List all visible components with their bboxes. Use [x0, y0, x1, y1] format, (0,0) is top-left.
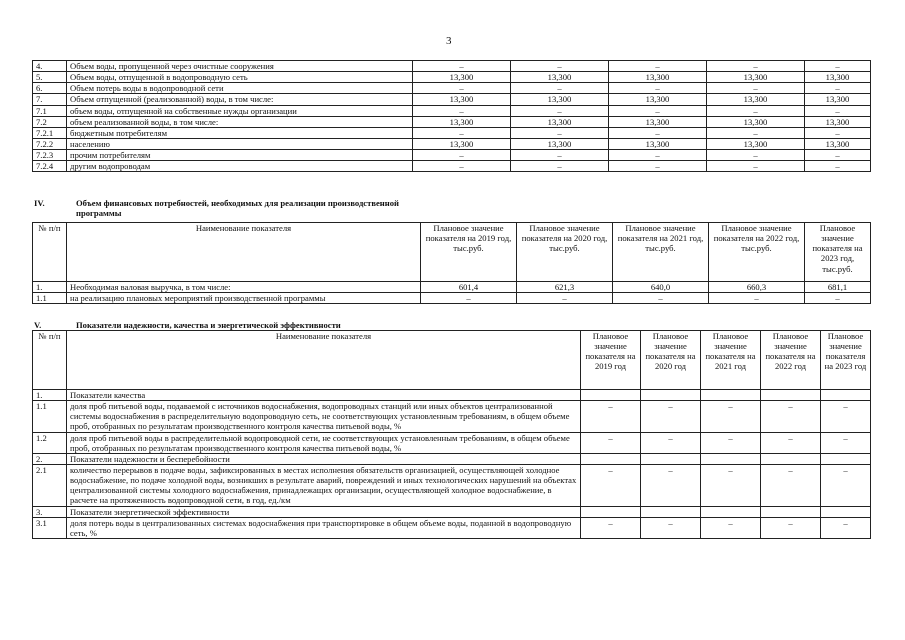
row-value: – [511, 105, 609, 116]
row-value: – [413, 105, 511, 116]
row-value: – [609, 105, 707, 116]
table-row [33, 72, 871, 83]
row-name: Объем отпущенной (реализованной) воды, в том числе: [67, 94, 413, 105]
row-value-empty [821, 506, 871, 517]
row-value: – [805, 127, 871, 138]
row-value: – [613, 293, 709, 304]
header-2022: Плановое значение показателя на 2022 год [761, 331, 821, 390]
table-row [33, 94, 871, 105]
row-number: 2.1 [33, 464, 67, 506]
table-row [33, 127, 871, 138]
row-value: – [707, 105, 805, 116]
row-number: 6. [33, 83, 67, 94]
row-value: – [701, 432, 761, 453]
row-value: – [517, 293, 613, 304]
row-number: 3. [33, 506, 67, 517]
row-value: 13,300 [707, 116, 805, 127]
row-number: 1.2 [33, 432, 67, 453]
row-name: населению [67, 138, 413, 149]
row-value: – [511, 150, 609, 161]
row-name: другим водопроводам [67, 161, 413, 172]
row-value: – [707, 83, 805, 94]
table-row [33, 105, 871, 116]
row-value: – [413, 150, 511, 161]
row-value: – [609, 127, 707, 138]
row-value: – [413, 127, 511, 138]
row-value: – [805, 105, 871, 116]
row-value: – [707, 161, 805, 172]
row-value: – [805, 293, 871, 304]
header-name: Наименование показателя [67, 331, 581, 390]
row-value: 13,300 [609, 94, 707, 105]
row-value: – [581, 464, 641, 506]
row-number: 7.2.4 [33, 161, 67, 172]
water-volume-table [32, 60, 871, 172]
row-value: – [707, 150, 805, 161]
row-value: 13,300 [805, 72, 871, 83]
row-value: – [413, 83, 511, 94]
row-value-empty [581, 390, 641, 401]
row-number: 7.2 [33, 116, 67, 127]
row-value: – [805, 83, 871, 94]
financial-needs-table [32, 222, 871, 304]
row-value: 13,300 [805, 138, 871, 149]
row-value: 13,300 [511, 94, 609, 105]
row-value: – [821, 464, 871, 506]
table-row [33, 517, 871, 538]
row-value: – [707, 61, 805, 72]
header-name: Наименование показателя [67, 223, 421, 282]
row-value: – [511, 161, 609, 172]
row-value: – [701, 464, 761, 506]
header-num: № п/п [33, 223, 67, 282]
row-name: на реализацию плановых мероприятий производственной программы [67, 293, 421, 304]
row-value: 13,300 [413, 72, 511, 83]
table-row [33, 293, 871, 304]
row-value: – [511, 127, 609, 138]
row-name: прочим потребителям [67, 150, 413, 161]
row-value: 621,3 [517, 282, 613, 293]
row-value: – [761, 432, 821, 453]
row-value: – [709, 293, 805, 304]
row-value: 13,300 [511, 138, 609, 149]
row-value: 13,300 [707, 72, 805, 83]
row-value: – [805, 150, 871, 161]
table-row [33, 282, 871, 293]
row-value: – [581, 432, 641, 453]
row-value: 13,300 [805, 116, 871, 127]
reliability-indicators-table [32, 330, 871, 539]
row-value-empty [581, 453, 641, 464]
row-number: 7.1 [33, 105, 67, 116]
row-value-empty [821, 390, 871, 401]
row-name: доля потерь воды в централизованных системах водоснабжения при транспортировке в общем объеме воды, поданной в водопроводную сеть, % [67, 517, 581, 538]
row-number: 7. [33, 94, 67, 105]
row-number: 3.1 [33, 517, 67, 538]
row-group-title: Показатели энергетической эффективности [67, 506, 581, 517]
row-value: – [511, 61, 609, 72]
row-value: 13,300 [609, 138, 707, 149]
row-number: 7.2.3 [33, 150, 67, 161]
row-value: – [609, 61, 707, 72]
row-value-empty [761, 390, 821, 401]
table-row [33, 83, 871, 94]
table-header-row [33, 331, 871, 390]
row-value: – [581, 517, 641, 538]
row-number: 1. [33, 390, 67, 401]
row-value-empty [641, 390, 701, 401]
row-value: – [761, 401, 821, 432]
header-num: № п/п [33, 331, 67, 390]
row-value: 660,3 [709, 282, 805, 293]
row-value: 13,300 [609, 116, 707, 127]
section-5-title-text: Показатели надежности, качества и энергетической эффективности [76, 320, 341, 330]
row-value-empty [701, 390, 761, 401]
row-value: – [413, 161, 511, 172]
table-row [33, 138, 871, 149]
table-header-row [33, 223, 871, 282]
row-name: Объем воды, отпущенной в водопроводную сеть [67, 72, 413, 83]
row-number: 5. [33, 72, 67, 83]
row-group-title: Показатели качества [67, 390, 581, 401]
header-2023: Плановое значение показателя на 2023 год, тыс.руб. [805, 223, 871, 282]
row-value: – [511, 83, 609, 94]
row-value: 13,300 [707, 94, 805, 105]
row-number: 1.1 [33, 401, 67, 432]
row-value: – [821, 401, 871, 432]
section-4-title-line2: программы [76, 208, 122, 219]
row-number: 7.2.1 [33, 127, 67, 138]
row-value: – [805, 161, 871, 172]
header-2023: Плановое значение показателя на 2023 год [821, 331, 871, 390]
row-value: – [641, 401, 701, 432]
row-value: 13,300 [707, 138, 805, 149]
row-number: 1.1 [33, 293, 67, 304]
header-2020: Плановое значение показателя на 2020 год [641, 331, 701, 390]
row-value: – [821, 517, 871, 538]
row-number: 1. [33, 282, 67, 293]
row-value: – [761, 464, 821, 506]
row-value: – [413, 61, 511, 72]
row-value-empty [641, 453, 701, 464]
row-value: 13,300 [413, 116, 511, 127]
row-value: 13,300 [511, 72, 609, 83]
row-value: 13,300 [413, 94, 511, 105]
table-row [33, 61, 871, 72]
row-value: 13,300 [805, 94, 871, 105]
table-row [33, 390, 871, 401]
row-value-empty [821, 453, 871, 464]
row-value-empty [701, 506, 761, 517]
table-row [33, 432, 871, 453]
row-value: – [609, 150, 707, 161]
row-value: – [701, 401, 761, 432]
row-value: – [701, 517, 761, 538]
row-value: – [609, 83, 707, 94]
table-row [33, 401, 871, 432]
header-2019: Плановое значение показателя на 2019 год [581, 331, 641, 390]
row-name: бюджетным потребителям [67, 127, 413, 138]
row-value: – [821, 432, 871, 453]
row-value: – [707, 127, 805, 138]
row-name: Объем потерь воды в водопроводной сети [67, 83, 413, 94]
row-value-empty [641, 506, 701, 517]
table-row [33, 116, 871, 127]
header-2019: Плановое значение показателя на 2019 год, тыс.руб. [421, 223, 517, 282]
table-row [33, 150, 871, 161]
row-value-empty [761, 506, 821, 517]
row-value: – [641, 464, 701, 506]
row-name: количество перерывов в подаче воды, зафиксированных в местах исполнения обязательств организацией, осуществляющей холодное водоснабжение, по подаче холодной воды, возникших в результате аварий, повреждений и иных технологических нарушений на объектах централизованной системы холодного водоснабжения, принадлежащих организации, осуществляющей холодное водоснабжение, в расчете на протяженность водопроводной сети, в год, ед./км [67, 464, 581, 506]
row-value: – [421, 293, 517, 304]
row-value: 681,1 [805, 282, 871, 293]
row-value: – [761, 517, 821, 538]
row-value-empty [761, 453, 821, 464]
row-number: 4. [33, 61, 67, 72]
header-2020: Плановое значение показателя на 2020 год, тыс.руб. [517, 223, 613, 282]
row-name: доля проб питьевой воды в распределительной водопроводной сети, не соответствующих установленным требованиям, в общем объеме проб, отобранных по результатам производственного контроля качества питьевой воды, % [67, 432, 581, 453]
header-2021: Плановое значение показателя на 2021 год [701, 331, 761, 390]
table-row [33, 453, 871, 464]
table-row [33, 161, 871, 172]
table-row [33, 464, 871, 506]
header-2021: Плановое значение показателя на 2021 год, тыс.руб. [613, 223, 709, 282]
row-name: доля проб питьевой воды, подаваемой с источников водоснабжения, водопроводных станций или иных объектов централизованной системы водоснабжения в распределительную водопроводную сеть, не соответствующих установленным требованиям, в общем объеме проб, отобранных по результатам производственного контроля качества питьевой воды, % [67, 401, 581, 432]
row-value: – [805, 61, 871, 72]
section-4-number: IV. [34, 198, 45, 208]
row-value: – [641, 517, 701, 538]
row-value: – [609, 161, 707, 172]
section-4-title-line1: Объем финансовых потребностей, необходимых для реализации производственной [76, 198, 399, 208]
row-value: – [581, 401, 641, 432]
row-value: 640,0 [613, 282, 709, 293]
row-value-empty [701, 453, 761, 464]
table-row [33, 506, 871, 517]
row-number: 2. [33, 453, 67, 464]
row-value: 13,300 [511, 116, 609, 127]
section-5-number: V. [34, 320, 42, 330]
row-name: объем реализованной воды, в том числе: [67, 116, 413, 127]
row-group-title: Показатели надежности и бесперебойности [67, 453, 581, 464]
page-number: 3 [446, 35, 452, 47]
row-value: 13,300 [609, 72, 707, 83]
row-name: Объем воды, пропущенной через очистные сооружения [67, 61, 413, 72]
header-2022: Плановое значение показателя на 2022 год, тыс.руб. [709, 223, 805, 282]
row-value: 13,300 [413, 138, 511, 149]
row-name: объем воды, отпущенной на собственные нужды организации [67, 105, 413, 116]
row-number: 7.2.2 [33, 138, 67, 149]
row-value: – [641, 432, 701, 453]
row-name: Необходимая валовая выручка, в том числе: [67, 282, 421, 293]
row-value-empty [581, 506, 641, 517]
row-value: 601,4 [421, 282, 517, 293]
section-4-title [34, 198, 634, 222]
